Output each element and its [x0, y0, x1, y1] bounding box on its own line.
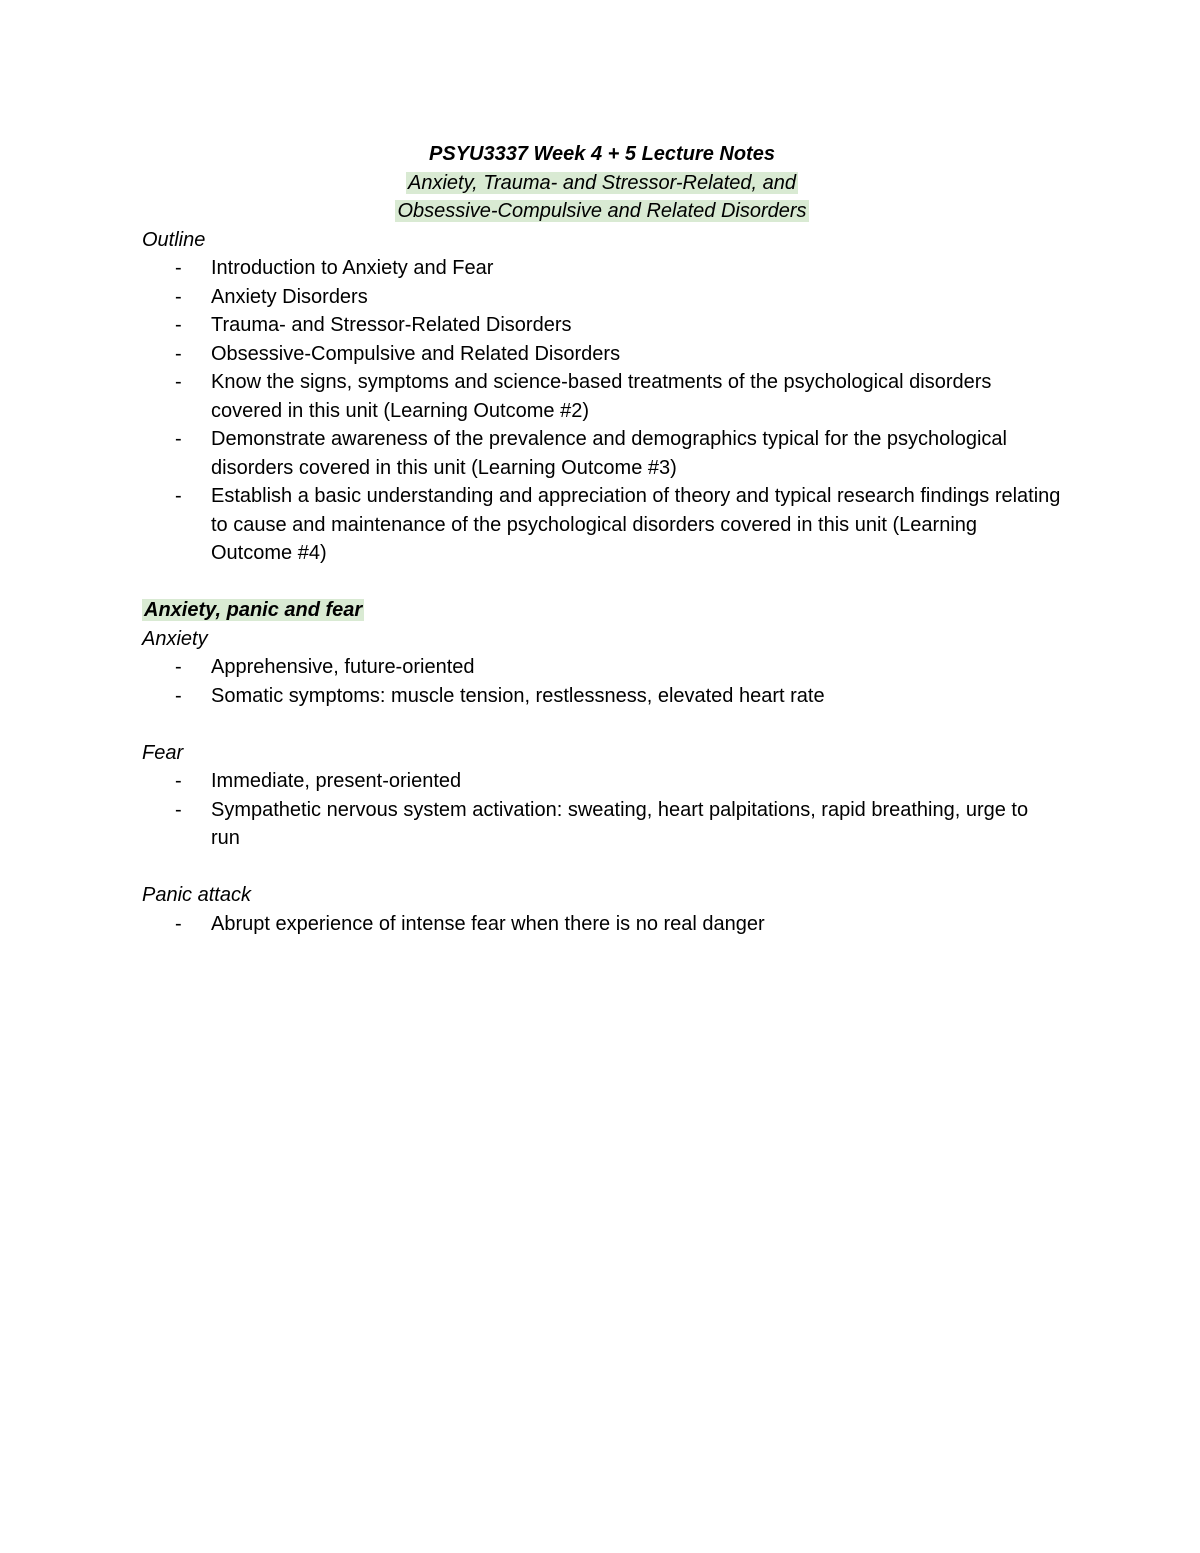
section-heading [142, 596, 1062, 625]
list-item [142, 311, 1062, 340]
list-item-text: Introduction to Anxiety and Fear [211, 257, 494, 279]
bullet-dash: - [175, 485, 182, 507]
bullet-dash: - [175, 314, 182, 336]
bullet-dash: - [175, 684, 182, 707]
list-item-text: Trauma- and Stressor-Related Disorders [211, 314, 572, 336]
document-subtitle-line-1 [142, 169, 1062, 198]
panic-attack-label: Panic attack [142, 884, 251, 906]
list-item [142, 910, 1062, 939]
list-item-text: Know the signs, symptoms and science-based treatments of the psychological disorders covered in this unit (Learning Outcome #2) [211, 371, 992, 422]
bullet-dash: - [175, 656, 182, 678]
list-item-text: Apprehensive, future-oriented [211, 656, 475, 678]
list-item-text: Immediate, present-oriented [211, 770, 462, 792]
list-item [142, 653, 1062, 682]
anxiety-list [142, 653, 1062, 710]
outline-list [142, 254, 1062, 568]
document-body [142, 140, 1062, 938]
list-item-text: Demonstrate awareness of the prevalence and demographics typical for the psychological disorders covered in this unit (Learning Outcome #3) [211, 428, 1007, 479]
outline-label: Outline [142, 228, 206, 251]
list-item-text: Somatic symptoms: muscle tension, restlessness, elevated heart rate [211, 684, 825, 707]
list-item [142, 767, 1062, 796]
document-title: PSYU3337 Week 4 + 5 Lecture Notes [429, 143, 775, 165]
list-item-text: Obsessive-Compulsive and Related Disorders [211, 342, 621, 365]
section-heading-highlight: Anxiety, panic and fear [144, 599, 363, 621]
subtitle-highlight-2: Obsessive-Compulsive and Related Disorders [397, 200, 807, 222]
list-item [142, 283, 1062, 312]
list-item-text: Abrupt experience of intense fear when there is no real danger [211, 912, 765, 935]
list-item-text: Anxiety Disorders [211, 285, 368, 308]
bullet-dash: - [175, 428, 182, 450]
anxiety-label: Anxiety [142, 627, 208, 650]
bullet-dash: - [175, 798, 182, 821]
fear-label: Fear [142, 741, 184, 764]
spacer [142, 568, 1062, 597]
panic-attack-list [142, 910, 1062, 939]
spacer [142, 710, 1062, 739]
list-item [142, 482, 1062, 568]
bullet-dash: - [175, 342, 182, 365]
list-item [142, 796, 1062, 853]
list-item [142, 682, 1062, 711]
fear-list [142, 767, 1062, 853]
bullet-dash: - [175, 770, 182, 792]
subtitle-highlight-1: Anxiety, Trauma- and Stressor-Related, and [408, 171, 796, 194]
spacer [142, 853, 1062, 882]
list-item [142, 254, 1062, 283]
list-item [142, 425, 1062, 482]
document-subtitle-line-2 [142, 197, 1062, 226]
bullet-dash: - [175, 257, 182, 279]
list-item-text: Sympathetic nervous system activation: sweating, heart palpitations, rapid breathing, urge to run [211, 798, 1029, 849]
bullet-dash: - [175, 912, 182, 935]
list-item [142, 340, 1062, 369]
bullet-dash: - [175, 285, 182, 308]
list-item [142, 368, 1062, 425]
list-item-text: Establish a basic understanding and appreciation of theory and typical research findings relating to cause and maintenance of the psychological disorders covered in this unit (Learning Outcome #4) [211, 485, 1061, 564]
bullet-dash: - [175, 371, 182, 393]
